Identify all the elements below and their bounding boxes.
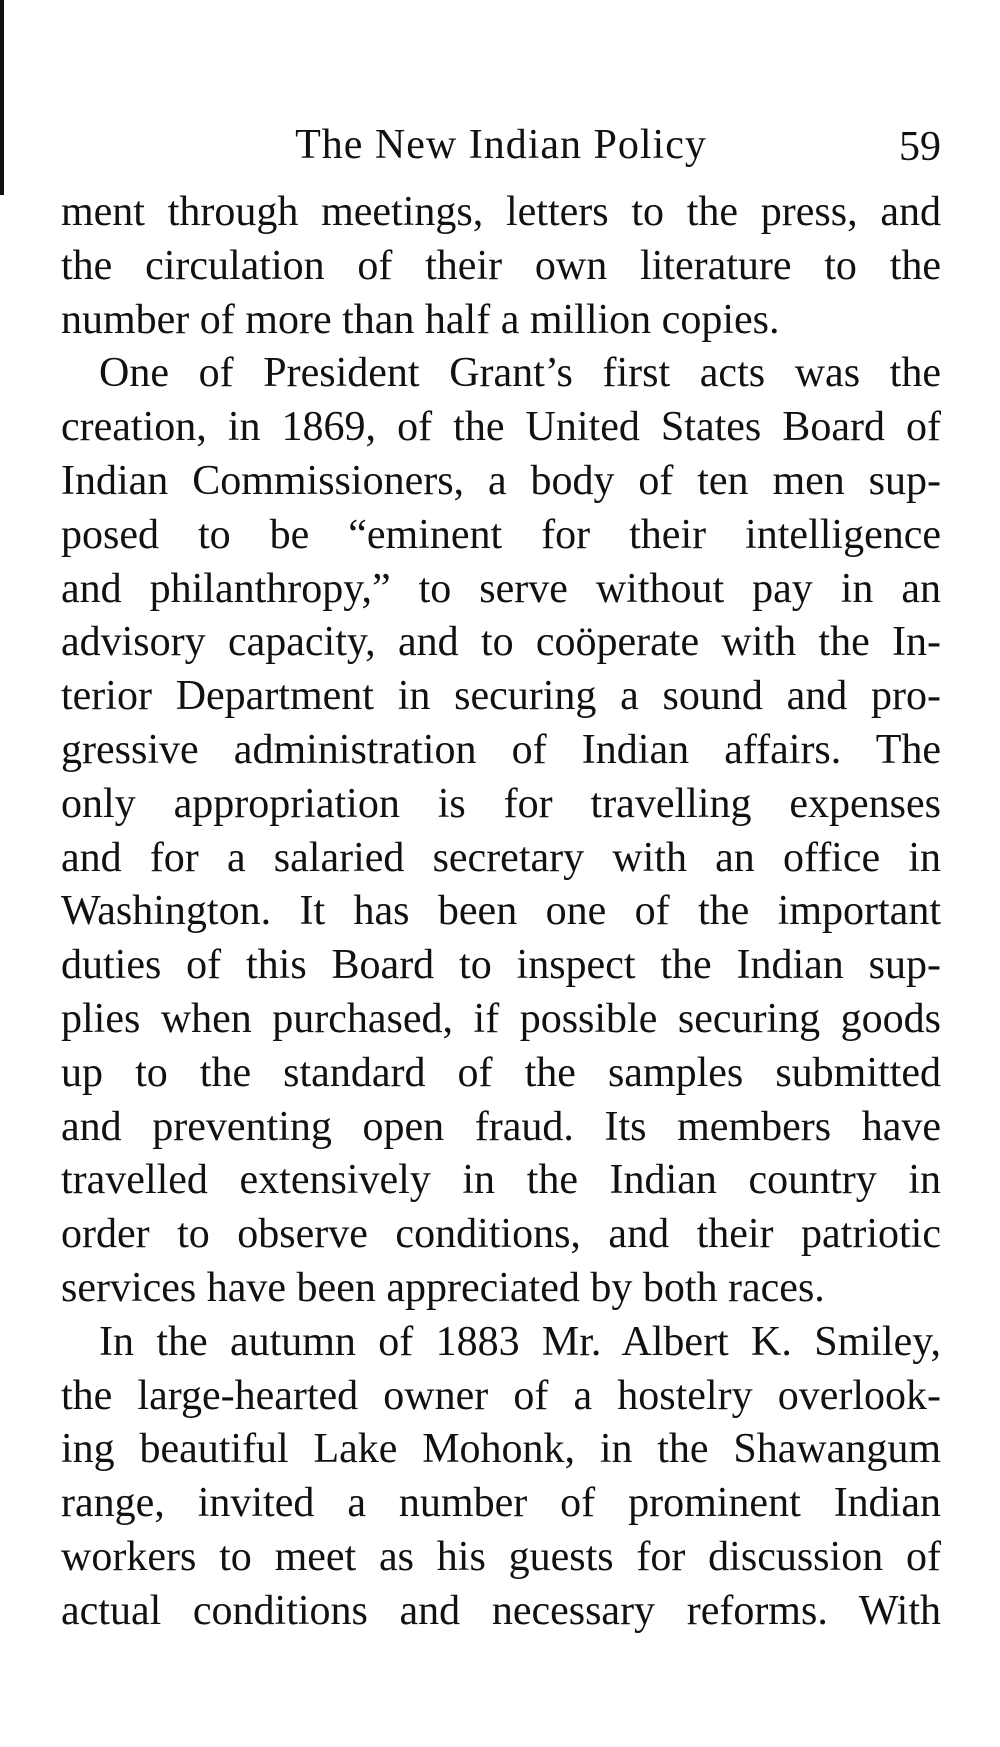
page-edge-mark [0,0,4,195]
text-line: creation, in 1869, of the United States Board of [61,404,941,451]
text-line: only appropriation is for travelling expenses [61,780,941,827]
paragraph-first-line: One of President Grant’s first acts was the [99,350,941,397]
text-line: range, invited a number of prominent Indian [61,1480,941,1527]
text-line: services have been appreciated by both races. [61,1264,825,1311]
text-line: gressive administration of Indian affairs. The [61,726,941,773]
text-line: order to observe conditions, and their patriotic [61,1211,941,1258]
text-line: ment through meetings, letters to the press, and [61,189,941,235]
text-line: and for a salaried secretary with an office in [61,834,941,881]
text-line: the circulation of their own literature to the [61,242,941,289]
running-head [61,115,941,175]
text-line: and philanthropy,” to serve without pay in an [61,565,941,612]
text-line: actual conditions and necessary reforms. With [61,1587,941,1634]
text-line: workers to meet as his guests for discussion of [61,1533,941,1580]
text-line: and preventing open fraud. Its members have [61,1103,941,1150]
text-line: number of more than half a million copies. [61,296,780,343]
paragraph-first-line: In the autumn of 1883 Mr. Albert K. Smiley, [99,1318,941,1365]
text-line: duties of this Board to inspect the Indian sup- [61,942,941,989]
text-line: Indian Commissioners, a body of ten men sup- [61,457,941,504]
text-line: plies when purchased, if possible securing goods [61,995,941,1042]
text-line: advisory capacity, and to coöperate with the In- [61,619,941,666]
text-line: up to the standard of the samples submitted [61,1049,941,1096]
page-number: 59 [899,124,941,170]
text-line: the large-hearted owner of a hostelry overlook- [61,1372,941,1419]
text-line: Washington. It has been one of the important [61,888,941,935]
text-line: ing beautiful Lake Mohonk, in the Shawangum [61,1426,941,1473]
text-line: posed to be “eminent for their intelligence [61,511,941,558]
text-line: travelled extensively in the Indian country in [61,1157,941,1204]
body-text [61,186,941,1639]
running-title: The New Indian Policy [295,122,707,168]
text-line: terior Department in securing a sound and pro- [61,673,941,720]
